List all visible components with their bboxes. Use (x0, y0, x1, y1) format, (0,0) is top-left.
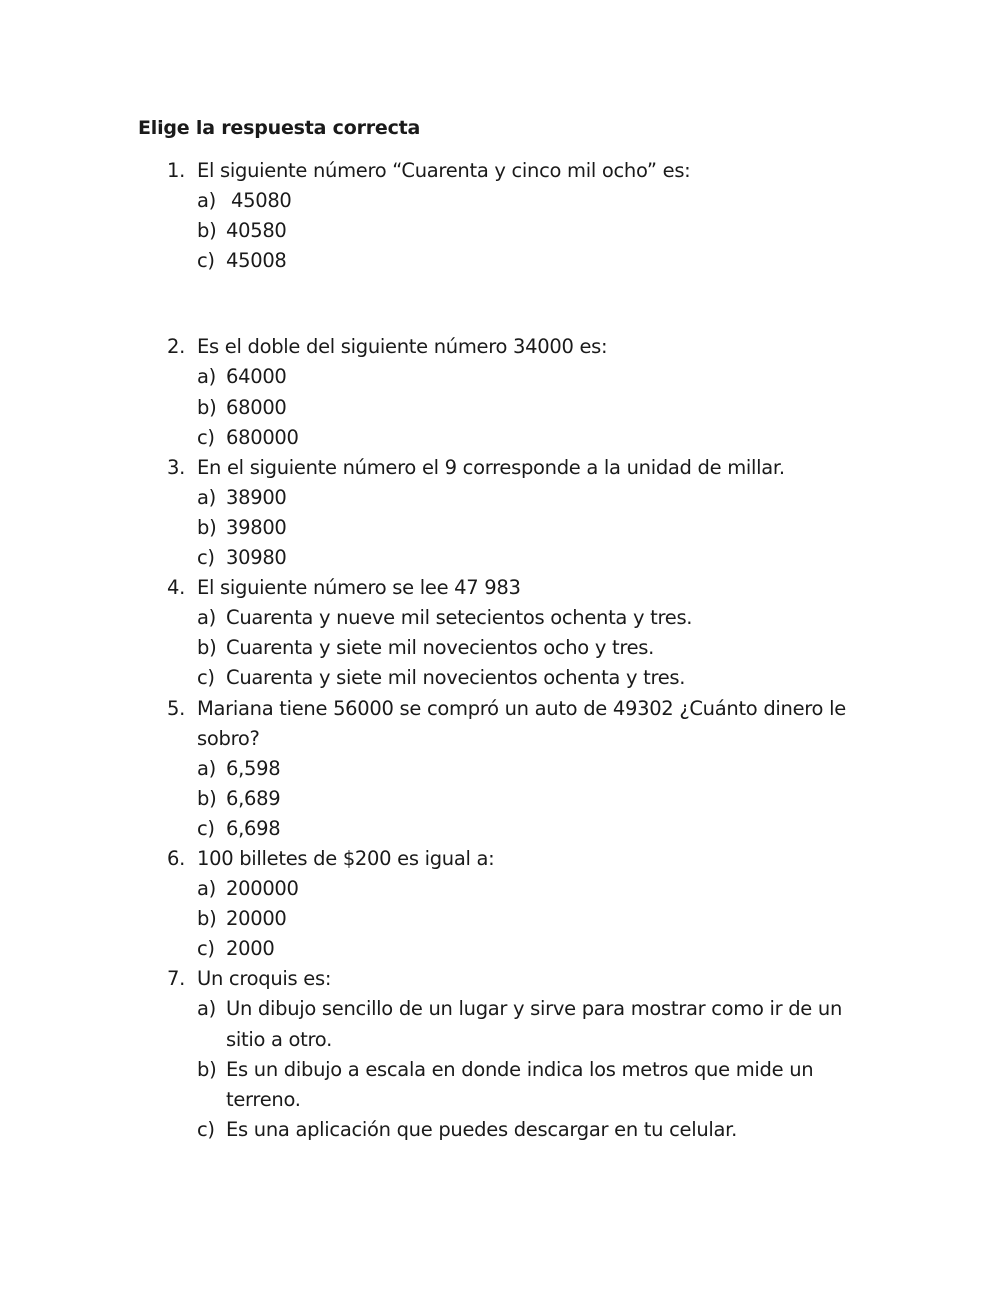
option-text: 40580 (226, 219, 287, 243)
option-list (197, 994, 847, 1144)
question-7 (167, 964, 847, 1145)
option-letter: b) (197, 1057, 217, 1081)
question-text: 100 billetes de $200 es igual a: (197, 846, 495, 870)
option-text: Cuarenta y nueve mil setecientos ochenta y tres. (226, 606, 693, 630)
option-b[interactable] (197, 904, 847, 934)
option-c[interactable] (197, 663, 847, 693)
option-letter: a) (197, 485, 216, 509)
option-text: Cuarenta y siete mil novecientos ochenta y tres. (226, 666, 686, 690)
question-5 (167, 694, 847, 844)
option-b[interactable] (197, 1055, 847, 1115)
option-letter: b) (197, 515, 217, 539)
option-text: 6,698 (226, 816, 281, 840)
option-text: 68000 (226, 395, 287, 419)
question-1 (167, 156, 847, 276)
option-text: 2000 (226, 937, 275, 961)
option-c[interactable] (197, 423, 847, 453)
option-text: 45008 (226, 249, 287, 273)
question-text: Un croquis es: (197, 967, 332, 991)
option-c[interactable] (197, 934, 847, 964)
option-letter: a) (197, 189, 216, 213)
option-c[interactable] (197, 1115, 847, 1145)
question-number: 2. (167, 335, 186, 359)
question-text: El siguiente número “Cuarenta y cinco mil ocho” es: (197, 159, 691, 182)
option-list (197, 754, 847, 844)
option-list (197, 603, 847, 693)
option-text: 64000 (226, 365, 287, 389)
option-b[interactable] (197, 513, 847, 543)
option-a[interactable] (197, 186, 847, 216)
option-a[interactable] (197, 603, 847, 633)
option-letter: b) (197, 636, 217, 660)
option-a[interactable] (197, 994, 847, 1054)
question-text: Mariana tiene 56000 se compró un auto de 49302 ¿Cuánto dinero le sobro? (197, 696, 846, 750)
option-text: 30980 (226, 546, 287, 570)
question-4 (167, 573, 847, 693)
option-a[interactable] (197, 754, 847, 784)
option-letter: a) (197, 606, 216, 630)
question-number: 1. (167, 159, 186, 182)
option-c[interactable] (197, 814, 847, 844)
option-letter: c) (197, 425, 215, 449)
option-text: 39800 (226, 515, 287, 539)
option-text: Es una aplicación que puedes descargar en tu celular. (226, 1117, 737, 1141)
option-text: 6,598 (226, 756, 281, 780)
question-number: 5. (167, 696, 186, 720)
question-number: 4. (167, 576, 186, 600)
option-c[interactable] (197, 543, 847, 573)
question-list (167, 156, 847, 1145)
option-b[interactable] (197, 393, 847, 423)
option-a[interactable] (197, 362, 847, 392)
option-list (197, 874, 847, 964)
question-6 (167, 844, 847, 964)
option-text: 38900 (226, 485, 287, 509)
option-list (197, 362, 847, 452)
option-letter: c) (197, 816, 215, 840)
option-b[interactable] (197, 216, 847, 246)
option-b[interactable] (197, 784, 847, 814)
question-text: El siguiente número se lee 47 983 (197, 576, 521, 600)
question-text: En el siguiente número el 9 corresponde a la unidad de millar. (197, 455, 785, 479)
option-list (197, 186, 847, 276)
option-letter: b) (197, 395, 217, 419)
option-letter: b) (197, 907, 217, 931)
question-number: 6. (167, 846, 186, 870)
option-letter: c) (197, 249, 215, 273)
option-letter: c) (197, 666, 215, 690)
question-2 (167, 332, 847, 452)
option-letter: b) (197, 219, 217, 243)
option-a[interactable] (197, 483, 847, 513)
option-text: 680000 (226, 425, 299, 449)
option-letter: a) (197, 756, 216, 780)
question-number: 3. (167, 455, 186, 479)
option-text: Es un dibujo a escala en donde indica los metros que mide un terreno. (226, 1057, 814, 1111)
option-letter: c) (197, 1117, 215, 1141)
question-text: Es el doble del siguiente número 34000 es: (197, 335, 608, 359)
option-text: 200000 (226, 877, 299, 901)
option-letter: c) (197, 937, 215, 961)
option-list (197, 483, 847, 573)
question-3 (167, 453, 847, 573)
option-text: 45080 (231, 189, 292, 213)
question-number: 7. (167, 967, 186, 991)
option-letter: a) (197, 877, 216, 901)
option-a[interactable] (197, 874, 847, 904)
option-text: 6,689 (226, 786, 281, 810)
option-letter: b) (197, 786, 217, 810)
option-text: Un dibujo sencillo de un lugar y sirve para mostrar como ir de un sitio a otro. (226, 997, 843, 1051)
option-text: 20000 (226, 907, 287, 931)
worksheet-title: Elige la respuesta correcta (138, 117, 421, 139)
option-letter: c) (197, 546, 215, 570)
option-c[interactable] (197, 246, 847, 276)
option-text: Cuarenta y siete mil novecientos ocho y tres. (226, 636, 655, 660)
option-b[interactable] (197, 633, 847, 663)
option-letter: a) (197, 997, 216, 1021)
option-letter: a) (197, 365, 216, 389)
